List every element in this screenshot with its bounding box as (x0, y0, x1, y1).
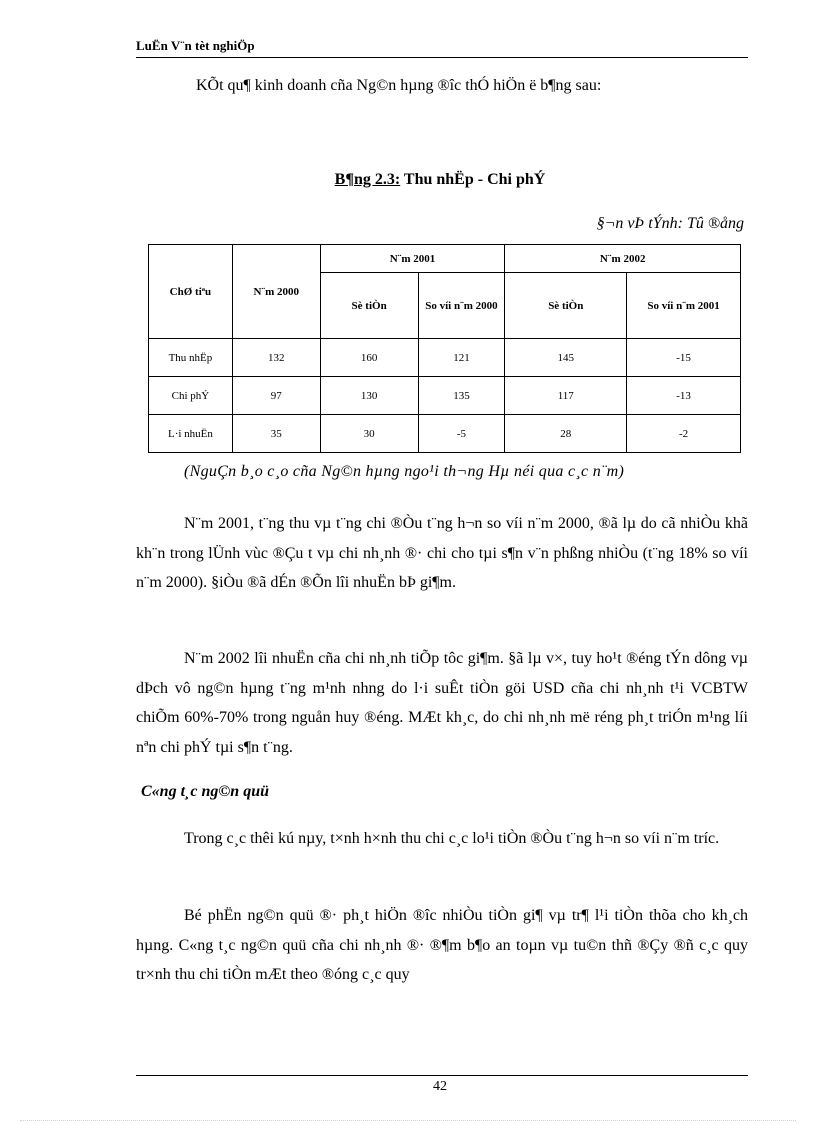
row-label: Chi phÝ (149, 377, 233, 415)
table-unit: §¬n vÞ tÝnh: Tû ®ång (596, 215, 744, 232)
paragraph-text: Trong c¸c thêi kú nµy, t×nh h×nh thu chi c¸c lo¹i tiÒn ®Òu t¨ng h¬n so víi n¨m tríc. (184, 830, 720, 847)
subheader-compare-2002: So víi n¨m 2001 (627, 273, 741, 339)
paragraph-text: N¨m 2001, t¨ng thu vµ t¨ng chi ®Òu t¨ng h¬n so víi n¨m 2000, ®ã lµ do cã nhiÒu khã kh¨n trong lÜnh vùc ®Çu t vµ chi nh¸nh ®· chi cho tµi s¶n v¨n phßng nhiÒu (t¨ng 18% so víi n¨m 2000). §iÒu ®ã dÉn ®Õn lîi nhuËn bÞ gi¶m. (136, 515, 748, 591)
cell-compare-2001: 121 (418, 339, 505, 377)
paragraph-cash-department (136, 901, 748, 990)
row-label: Thu nhËp (149, 339, 233, 377)
paragraph-text: Bé phËn ng©n quü ®· ph¸t hiÖn ®îc nhiÒu tiÒn gi¶ vµ tr¶ l¹i tiÒn thõa cho kh¸ch hµng. C«ng t¸c ng©n quü cña chi nh¸nh ®· ®¶m b¶o an toµn vµ tu©n thñ ®Çy ®ñ c¸c quy tr×nh thu chi tiÒn mÆt theo ®óng c¸c quy (136, 907, 748, 983)
income-expense-table (148, 244, 741, 453)
cell-compare-2001: -5 (418, 415, 505, 453)
subheader-compare-2001: So víi n¨m 2000 (418, 273, 505, 339)
paragraph-cash-overview (136, 824, 748, 854)
cell-amount-2001: 160 (320, 339, 418, 377)
table-title-rest: Thu nhËp - Chi phÝ (400, 171, 546, 188)
footer-rule (136, 1075, 748, 1076)
cell-compare-2001: 135 (418, 377, 505, 415)
table-row (149, 339, 741, 377)
header-2001: N¨m 2001 (320, 245, 505, 273)
row-label: L·i nhuËn (149, 415, 233, 453)
table-title (0, 171, 816, 189)
table-row (149, 377, 741, 415)
running-header: LuËn V¨n tèt nghiÖp (136, 38, 255, 53)
cell-amount-2002: 117 (505, 377, 627, 415)
cell-2000: 97 (232, 377, 320, 415)
cell-amount-2002: 28 (505, 415, 627, 453)
paragraph-2002 (136, 644, 748, 762)
cell-compare-2002: -2 (627, 415, 741, 453)
subheader-amount-2002: Sè tiÒn (505, 273, 627, 339)
cell-amount-2002: 145 (505, 339, 627, 377)
header-2000: N¨m 2000 (232, 245, 320, 339)
subheader-amount-2001: Sè tiÒn (320, 273, 418, 339)
header-rule (136, 57, 748, 58)
table-row (149, 415, 741, 453)
table-title-prefix: B¶ng 2.3: (334, 171, 401, 188)
cell-2000: 132 (232, 339, 320, 377)
page-bottom-border (20, 1120, 796, 1121)
paragraph-text: N¨m 2002 lîi nhuËn cña chi nh¸nh tiÕp tôc gi¶m. §ã lµ v×, tuy ho¹t ®éng tÝn dông vµ dÞch vô ng©n hµng t¨ng m¹nh nhng do l·i suÊt tiÒn göi USD cña chi nh¸nh t¹i VCBTW chiÕm 60%-70% trong nguån huy ®éng. MÆt kh¸c, do chi nh¸nh më réng ph¸t triÓn m¹ng líi nªn chi phÝ tµi s¶n t¨ng. (136, 650, 748, 756)
cell-2000: 35 (232, 415, 320, 453)
header-indicator: ChØ tiªu (149, 245, 233, 339)
cell-amount-2001: 30 (320, 415, 418, 453)
cell-compare-2002: -13 (627, 377, 741, 415)
cell-compare-2002: -15 (627, 339, 741, 377)
intro-sentence: KÕt qu¶ kinh doanh cña Ng©n hµng ®îc thÓ hiÖn ë b¶ng sau: (196, 77, 602, 94)
paragraph-2001 (136, 509, 748, 598)
table-source-note: (NguÇn b¸o c¸o cña Ng©n hµng ngo¹i th¬ng Hµ néi qua c¸c n¨m) (184, 463, 625, 480)
page-number: 42 (433, 1079, 447, 1094)
table-header-row (149, 245, 741, 273)
header-2002: N¨m 2002 (505, 245, 741, 273)
cell-amount-2001: 130 (320, 377, 418, 415)
section-heading: C«ng t¸c ng©n quü (141, 783, 269, 800)
